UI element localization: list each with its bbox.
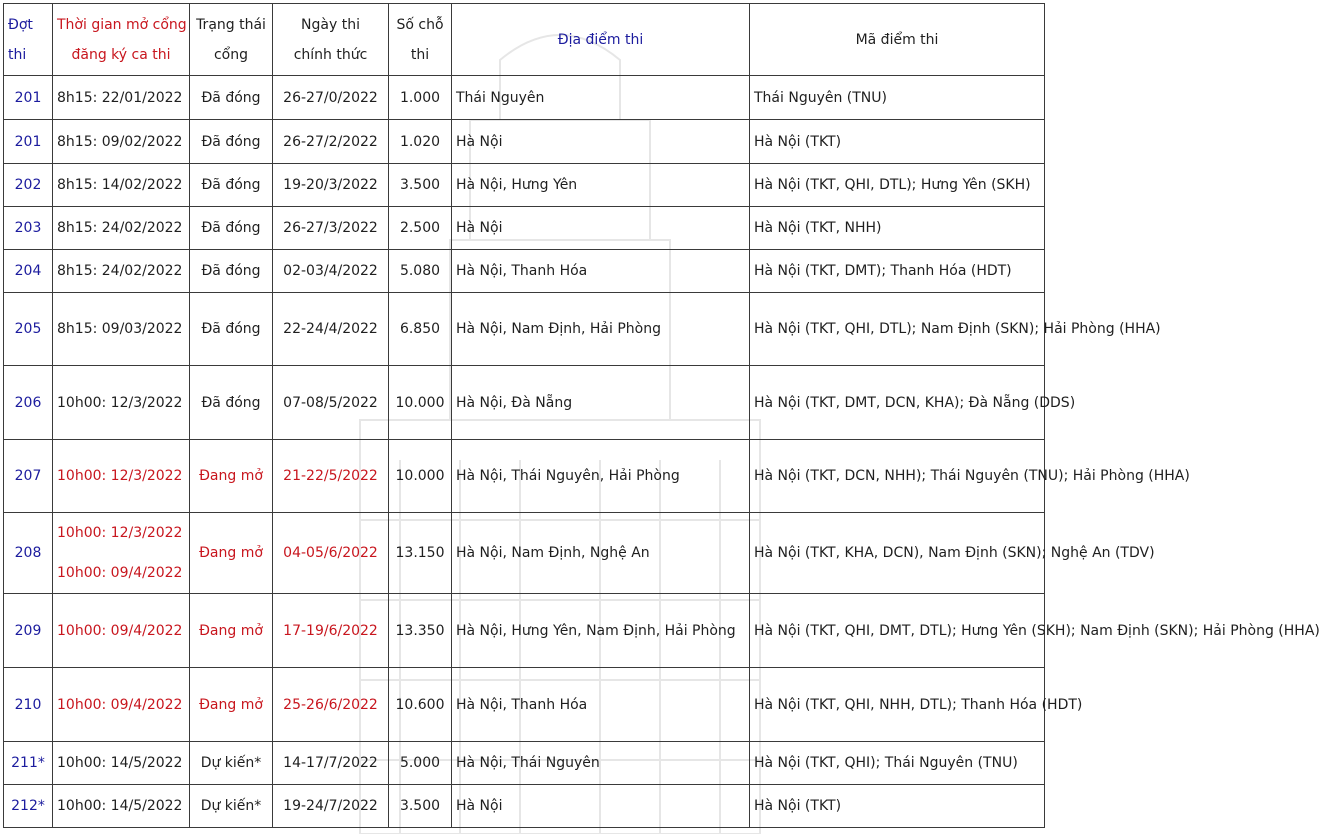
open-time-line: 8h15: 24/02/2022 (57, 220, 183, 236)
cell-dot: 206 (4, 366, 53, 440)
cell-location-code: Hà Nội (TKT) (750, 785, 1045, 828)
cell-exam-date: 26-27/2/2022 (273, 120, 389, 164)
cell-dot: 210 (4, 668, 53, 742)
open-time-line: 10h00: 09/4/2022 (57, 622, 183, 639)
cell-open-time (53, 440, 190, 513)
cell-location: Thái Nguyên (452, 76, 750, 120)
table-row (4, 76, 1045, 120)
table-body (4, 76, 1320, 828)
cell-exam-date: 26-27/0/2022 (273, 76, 389, 120)
cell-dot: 208 (4, 513, 53, 594)
open-time-line: 8h15: 24/02/2022 (57, 263, 183, 279)
cell-dot: 209 (4, 594, 53, 668)
cell-exam-date: 02-03/4/2022 (273, 250, 389, 293)
header-status: Trạng thái cổng (190, 4, 273, 76)
open-time-line: 10h00: 14/5/2022 (57, 755, 183, 771)
cell-location-code: Hà Nội (TKT, QHI, DTL); Nam Định (SKN); Hải Phòng (HHA) (750, 293, 1045, 366)
cell-slots: 1.000 (389, 76, 452, 120)
cell-open-time (53, 513, 190, 594)
cell-dot: 203 (4, 207, 53, 250)
cell-status: Dự kiến* (190, 742, 273, 785)
cell-status: Đã đóng (190, 250, 273, 293)
cell-open-time (53, 293, 190, 366)
cell-location-code: Hà Nội (TKT, DMT, DCN, KHA); Đà Nẵng (DDS) (750, 366, 1045, 440)
open-time-line: 10h00: 12/3/2022 (57, 468, 183, 484)
cell-location-code: Thái Nguyên (TNU) (750, 76, 1045, 120)
cell-location-code: Hà Nội (TKT, QHI); Thái Nguyên (TNU) (750, 742, 1045, 785)
open-time-line: 10h00: 09/4/2022 (57, 565, 183, 581)
cell-status: Đã đóng (190, 76, 273, 120)
cell-open-time (53, 742, 190, 785)
cell-slots: 5.000 (389, 742, 452, 785)
open-time-line: 8h15: 22/01/2022 (57, 89, 183, 106)
cell-location: Hà Nội, Thanh Hóa (452, 668, 750, 742)
cell-open-time (53, 207, 190, 250)
cell-location: Hà Nội, Thái Nguyên, Hải Phòng (452, 440, 750, 513)
cell-location-code: Hà Nội (TKT) (750, 120, 1045, 164)
cell-open-time (53, 594, 190, 668)
cell-location: Hà Nội, Thanh Hóa (452, 250, 750, 293)
cell-exam-date: 07-08/5/2022 (273, 366, 389, 440)
cell-exam-date: 22-24/4/2022 (273, 293, 389, 366)
table-row (4, 594, 1045, 668)
cell-status: Đã đóng (190, 366, 273, 440)
cell-location: Hà Nội (452, 207, 750, 250)
cell-status: Đã đóng (190, 164, 273, 207)
cell-location-code: Hà Nội (TKT, QHI, DMT, DTL); Hưng Yên (SKH); Nam Định (SKN); Hải Phòng (HHA) (750, 594, 1045, 668)
cell-slots: 13.150 (389, 513, 452, 594)
cell-location: Hà Nội, Đà Nẵng (452, 366, 750, 440)
cell-open-time (53, 250, 190, 293)
cell-location-code: Hà Nội (TKT, DMT); Thanh Hóa (HDT) (750, 250, 1045, 293)
table-row (4, 250, 1045, 293)
header-exam-date: Ngày thi chính thức (273, 4, 389, 76)
cell-slots: 3.500 (389, 164, 452, 207)
open-time-line: 8h15: 09/03/2022 (57, 321, 183, 337)
exam-schedule-table (3, 3, 1320, 828)
cell-location: Hà Nội, Thái Nguyên (452, 742, 750, 785)
table-row (4, 366, 1045, 440)
open-time-line: 8h15: 14/02/2022 (57, 177, 183, 193)
cell-location: Hà Nội, Hưng Yên (452, 164, 750, 207)
open-time-line: 10h00: 09/4/2022 (57, 696, 183, 713)
table-row (4, 164, 1045, 207)
cell-dot: 207 (4, 440, 53, 513)
cell-location-code: Hà Nội (TKT, NHH) (750, 207, 1045, 250)
open-time-line: 10h00: 12/3/2022 (57, 394, 183, 411)
cell-dot: 201 (4, 76, 53, 120)
cell-location: Hà Nội (452, 120, 750, 164)
cell-open-time (53, 668, 190, 742)
cell-location: Hà Nội, Nam Định, Hải Phòng (452, 293, 750, 366)
cell-status: Dự kiến* (190, 785, 273, 828)
cell-slots: 1.020 (389, 120, 452, 164)
cell-open-time (53, 120, 190, 164)
cell-status: Đang mở (190, 594, 273, 668)
cell-open-time (53, 785, 190, 828)
cell-slots: 10.000 (389, 366, 452, 440)
cell-location-code: Hà Nội (TKT, KHA, DCN), Nam Định (SKN); Nghệ An (TDV) (750, 513, 1045, 594)
cell-status: Đang mở (190, 513, 273, 594)
cell-exam-date: 26-27/3/2022 (273, 207, 389, 250)
cell-location: Hà Nội, Hưng Yên, Nam Định, Hải Phòng (452, 594, 750, 668)
cell-open-time (53, 366, 190, 440)
cell-open-time (53, 164, 190, 207)
cell-location-code: Hà Nội (TKT, DCN, NHH); Thái Nguyên (TNU); Hải Phòng (HHA) (750, 440, 1045, 513)
header-dot: Đợt thi (4, 4, 53, 76)
cell-location-code: Hà Nội (TKT, QHI, NHH, DTL); Thanh Hóa (HDT) (750, 668, 1045, 742)
header-open-time: Thời gian mở cổng đăng ký ca thi (53, 4, 190, 76)
cell-dot: 212* (4, 785, 53, 828)
cell-slots: 5.080 (389, 250, 452, 293)
cell-open-time (53, 76, 190, 120)
table-row (4, 513, 1045, 594)
table-row (4, 785, 1045, 828)
open-time-line: 10h00: 12/3/2022 (57, 525, 183, 541)
header-slots: Số chỗ thi (389, 4, 452, 76)
table-row (4, 293, 1045, 366)
cell-exam-date: 19-20/3/2022 (273, 164, 389, 207)
table-row (4, 120, 1045, 164)
cell-location: Hà Nội, Nam Định, Nghệ An (452, 513, 750, 594)
cell-exam-date: 14-17/7/2022 (273, 742, 389, 785)
cell-exam-date: 25-26/6/2022 (273, 668, 389, 742)
cell-exam-date: 17-19/6/2022 (273, 594, 389, 668)
cell-dot: 204 (4, 250, 53, 293)
cell-dot: 201 (4, 120, 53, 164)
header-location-code: Mã điểm thi (750, 4, 1045, 76)
cell-status: Đang mở (190, 668, 273, 742)
header-row (4, 4, 1045, 76)
cell-exam-date: 04-05/6/2022 (273, 513, 389, 594)
open-time-line: 10h00: 14/5/2022 (57, 798, 183, 814)
cell-exam-date: 21-22/5/2022 (273, 440, 389, 513)
cell-dot: 211* (4, 742, 53, 785)
cell-status: Đã đóng (190, 293, 273, 366)
cell-location-code: Hà Nội (TKT, QHI, DTL); Hưng Yên (SKH) (750, 164, 1045, 207)
cell-status: Đã đóng (190, 207, 273, 250)
header-location: Địa điểm thi (452, 4, 750, 76)
cell-slots: 3.500 (389, 785, 452, 828)
cell-dot: 205 (4, 293, 53, 366)
cell-slots: 10.600 (389, 668, 452, 742)
table-row (4, 440, 1045, 513)
cell-slots: 2.500 (389, 207, 452, 250)
cell-slots: 10.000 (389, 440, 452, 513)
table-row (4, 668, 1045, 742)
table-row (4, 207, 1045, 250)
cell-dot: 202 (4, 164, 53, 207)
cell-location: Hà Nội (452, 785, 750, 828)
cell-status: Đang mở (190, 440, 273, 513)
cell-slots: 6.850 (389, 293, 452, 366)
table-row (4, 742, 1045, 785)
cell-status: Đã đóng (190, 120, 273, 164)
cell-exam-date: 19-24/7/2022 (273, 785, 389, 828)
cell-slots: 13.350 (389, 594, 452, 668)
open-time-line: 8h15: 09/02/2022 (57, 133, 183, 150)
